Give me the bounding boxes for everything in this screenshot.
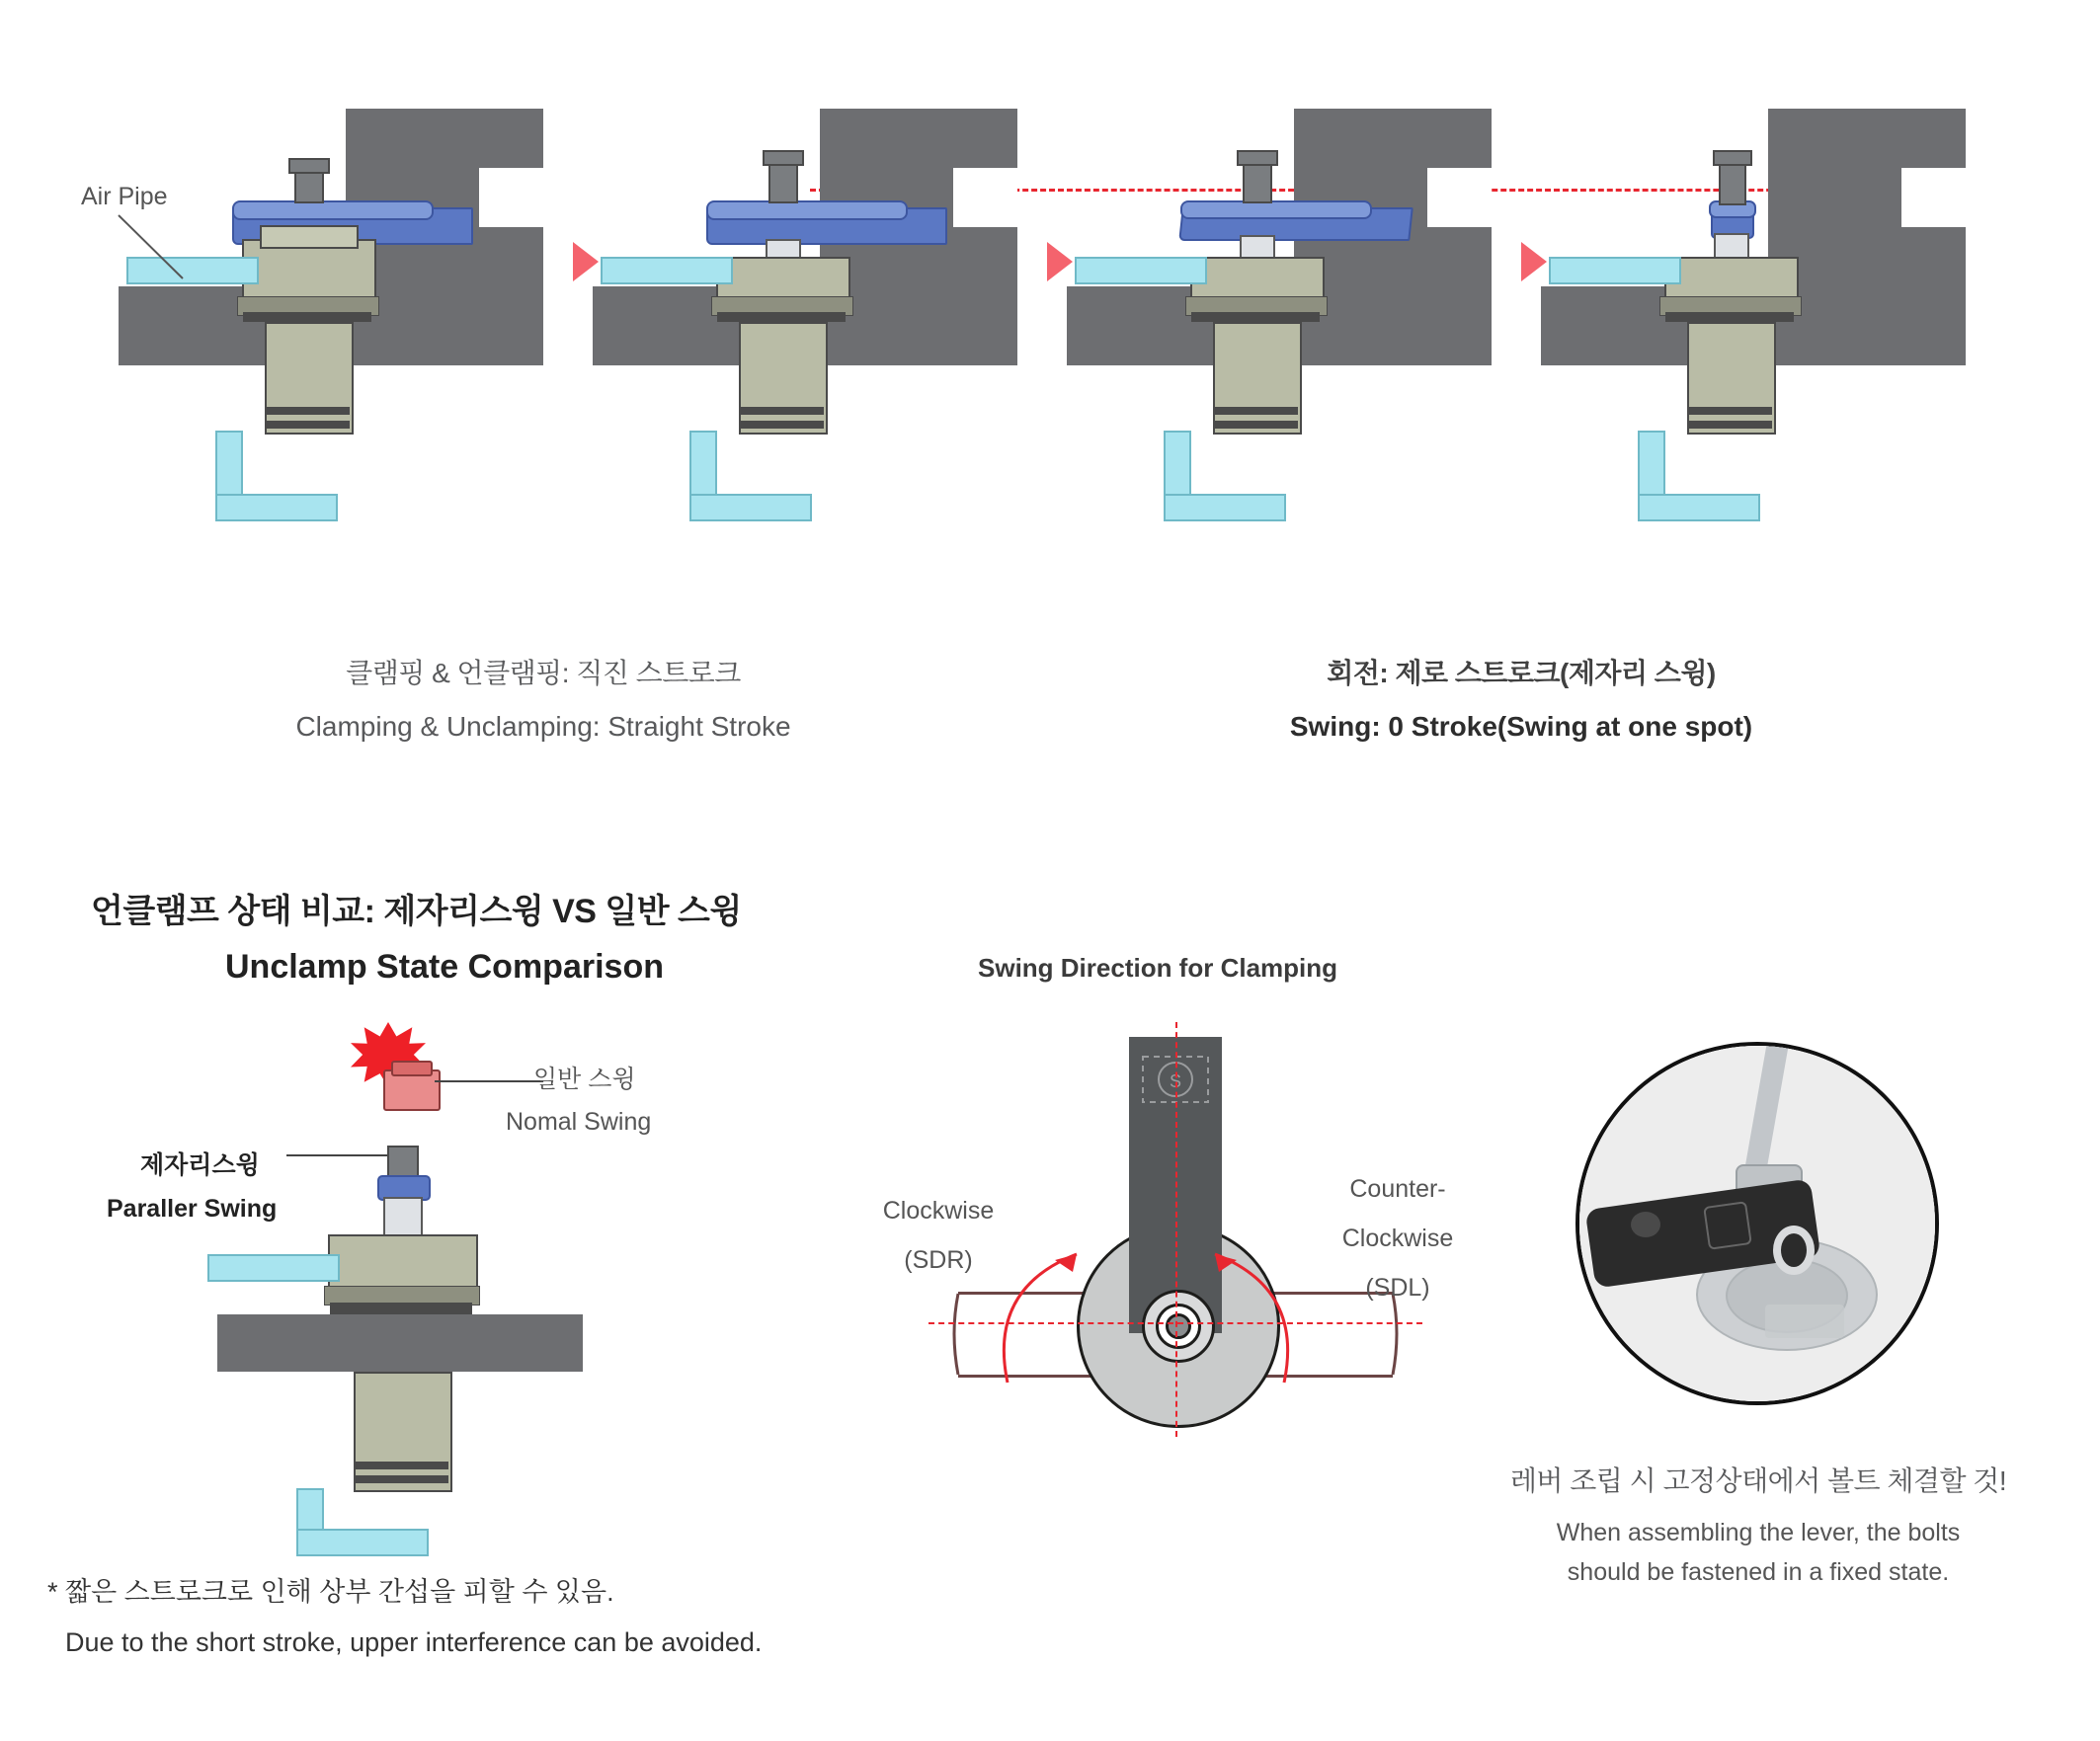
parallel-swing-label-en: Paraller Swing	[107, 1195, 278, 1223]
clamp-figure-3	[1047, 59, 1511, 553]
caption-right-ko: 회전: 제로 스트로크(제자리 스윙)	[1327, 658, 1716, 688]
lever-assembly-photo	[1575, 1042, 1939, 1405]
parallel-swing-label-ko: 제자리스윙	[140, 1151, 260, 1179]
photo-note-ko: 레버 조립 시 고정상태에서 볼트 체결할 것!	[1509, 1465, 2007, 1496]
clamp-figure-1	[99, 59, 563, 553]
clamp-figure-4	[1521, 59, 1985, 553]
play-arrow-icon-3	[1521, 242, 1547, 281]
caption-left-ko: 클램핑 & 언클램핑: 직진 스트로크	[346, 658, 741, 688]
counterclockwise-label-line1: Counter-	[1349, 1175, 1446, 1203]
normal-swing-label-ko: 일반 스윙	[533, 1066, 636, 1093]
parallel-swing-figure	[267, 1136, 603, 1550]
footnote-ko: * 짧은 스트로크로 인해 상부 간섭을 피할 수 있음.	[47, 1577, 614, 1607]
counterclockwise-label-line3: (SDL)	[1365, 1274, 1430, 1302]
footnote-en: Due to the short stroke, upper interference can be avoided.	[65, 1627, 763, 1657]
clockwise-label-line2: (SDR)	[904, 1246, 973, 1274]
svg-text:S: S	[1169, 1071, 1182, 1091]
clamp-figure-2	[573, 59, 1037, 553]
clockwise-label-line1: Clockwise	[882, 1197, 995, 1225]
air-pipe-label: Air Pipe	[81, 183, 168, 210]
play-arrow-icon-2	[1047, 242, 1073, 281]
comparison-title-ko: 언클램프 상태 비교: 제자리스윙 VS 일반 스윙	[91, 893, 742, 930]
photo-note-en-line1: When assembling the lever, the bolts	[1556, 1519, 1961, 1546]
photo-note-en-line2: should be fastened in a fixed state.	[1567, 1558, 1950, 1586]
counterclockwise-label-line2: Clockwise	[1341, 1225, 1454, 1252]
swing-direction-title: Swing Direction for Clamping	[978, 953, 1338, 983]
normal-swing-label-en: Nomal Swing	[506, 1108, 652, 1136]
play-arrow-icon-1	[573, 242, 599, 281]
caption-left-en: Clamping & Unclamping: Straight Stroke	[295, 711, 791, 742]
air-pipe-leader-line	[79, 207, 257, 296]
comparison-title-en: Unclamp State Comparison	[225, 948, 664, 986]
caption-right-en: Swing: 0 Stroke(Swing at one spot)	[1289, 711, 1753, 742]
